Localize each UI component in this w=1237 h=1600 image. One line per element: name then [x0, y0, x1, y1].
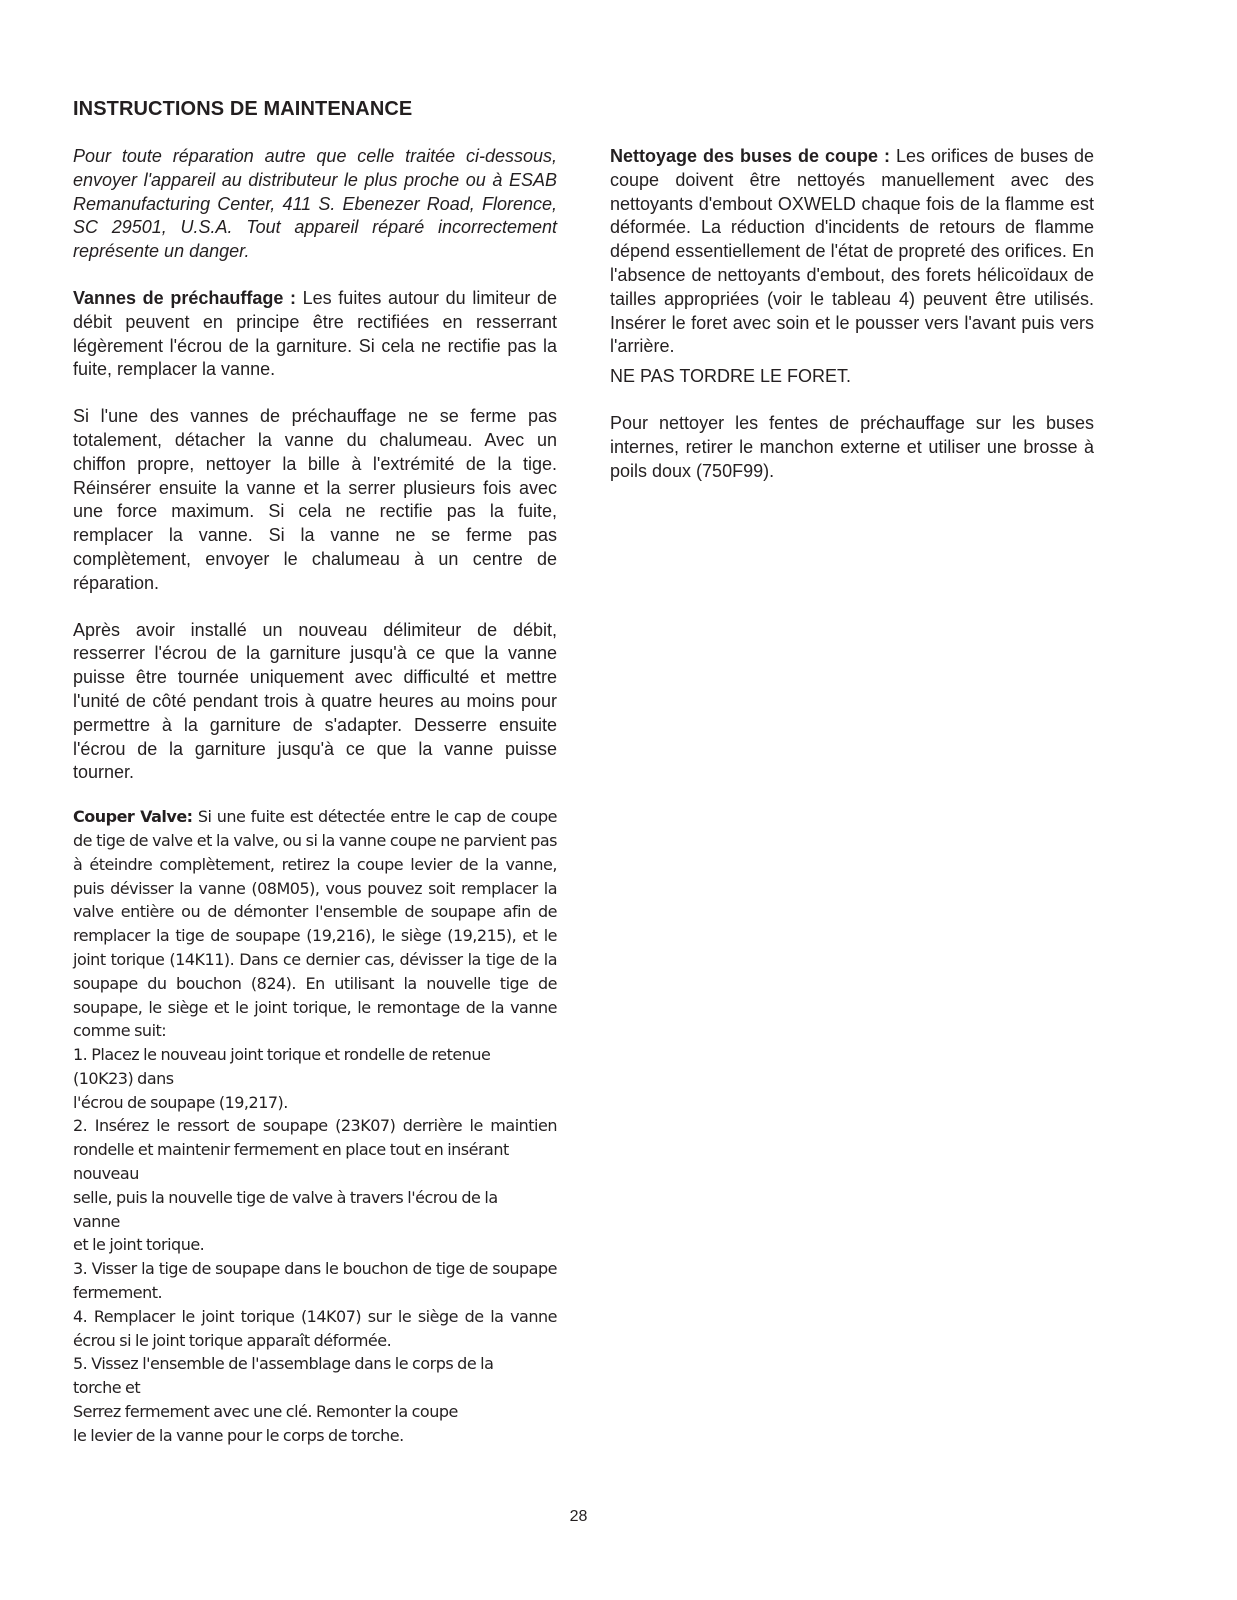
right-column: [610, 145, 1094, 483]
cut-valve-heading: Couper Valve:: [73, 807, 193, 827]
step-line: 3. Visser la tige de soupape dans le bouchon de tige de soupape fermement.: [73, 1259, 557, 1303]
nozzle-cleaning-text: Les orifices de buses de coupe doivent être nettoyés manuellement avec des nettoyants d'embout OXWELD chaque fois de la flamme est déformée. La réduction d'incidents de retours de flamme dépend essentiellement de l'état de propreté des orifices. En l'absence de nettoyants d'embout, des forets hélicoïdaux de tailles appropriées (voir le tableau 4) peuvent être utilisés. Insérer le foret avec soin et le pousser vers l'avant puis vers l'arrière.: [610, 146, 1094, 357]
step-line: (10K23) dans: [73, 1068, 174, 1088]
step-line: Serrez fermement avec une clé. Remonter la coupe: [73, 1402, 458, 1422]
flow-limiter-paragraph: Après avoir installé un nouveau délimiteur de débit, resserrer l'écrou de la garniture jusqu'à ce que la vanne puisse être tournée uniquement avec difficulté et mettre l'unité de côté pendant trois à quatre heures au moins pour permettre à la garniture de s'adapter. Desserre ensuite l'écrou de la garniture jusqu'à ce que la vanne puisse tourner.: [73, 619, 557, 783]
nozzle-cleaning-heading: Nettoyage des buses de coupe :: [610, 146, 890, 166]
step-line: 2. Insérez le ressort de soupape (23K07) derrière le maintien rondelle et maintenir fermement en place tout en insérant: [73, 1116, 557, 1160]
cut-valve-section: [73, 805, 557, 1448]
step-line: et le joint torique.: [73, 1235, 205, 1255]
step-line: torche et: [73, 1378, 141, 1398]
preheat-valves-text: Les fuites autour du limiteur de débit peuvent en principe être rectifiées en resserrant légèrement l'écrou de la garniture. Si cela ne rectifie pas la fuite, remplacer la vanne.: [73, 287, 557, 380]
page-number: 28: [569, 1508, 588, 1525]
cut-valve-paragraph: [73, 805, 557, 1043]
step-line: 1. Placez le nouveau joint torique et rondelle de retenue: [73, 1045, 491, 1065]
preheat-valves-paragraph: [73, 287, 557, 382]
cut-valve-text: Si une fuite est détectée entre le cap de coupe de tige de valve et la valve, ou si la vanne coupe ne parvient pas à éteindre complètement, retirez la coupe levier de la vanne, puis dévisser la vanne (08M05), vous pouvez soit remplacer la valve entière ou de démonter l'ensemble de soupape afin de remplacer la tige de soupape (19,216), le siège (19,215), et le joint torique (14K11). Dans ce dernier cas, dévisser la tige de la soupape du bouchon (824). En utilisant la nouvelle tige de soupape, le siège et le joint torique, le remontage de la vanne comme suit:: [73, 807, 557, 1041]
nozzle-cleaning-paragraph: [610, 145, 1094, 359]
preheat-valve-closing-paragraph: Si l'une des vannes de préchauffage ne se ferme pas totalement, détacher la vanne du chalumeau. Avec un chiffon propre, nettoyer la bille à l'extrémité de la tige. Réinsérer ensuite la vanne et la serrer plusieurs fois avec une force maximum. Si cela ne rectifie pas la fuite, remplacer la vanne. Si la vanne ne se ferme pas complètement, envoyer le chalumeau à un centre de réparation.: [73, 406, 557, 593]
warning-text: NE PAS TORDRE LE FORET.: [610, 366, 852, 387]
step-line: vanne: [73, 1211, 120, 1231]
intro-paragraph: Pour toute réparation autre que celle traitée ci-dessous, envoyer l'appareil au distributeur le plus proche ou à ESAB Remanufacturing Center, 411 S. Ebenezer Road, Florence, SC 29501, U.S.A. Tout appareil réparé incorrectement représente un danger.: [73, 146, 557, 262]
step-line: nouveau: [73, 1164, 139, 1184]
step-line: le levier de la vanne pour le corps de torche.: [73, 1425, 404, 1445]
preheat-slots-paragraph: Pour nettoyer les fentes de préchauffage sur les buses internes, retirer le manchon externe et utiliser une brosse à poils doux (750F99).: [610, 412, 1094, 481]
step-line: l'écrou de soupape (19,217).: [73, 1092, 288, 1112]
step-line: 5. Vissez l'ensemble de l'assemblage dans le corps de la: [73, 1354, 494, 1374]
left-column: [73, 145, 557, 1448]
step-line: selle, puis la nouvelle tige de valve à travers l'écrou de la: [73, 1187, 498, 1207]
preheat-valves-heading: Vannes de préchauffage :: [73, 287, 296, 308]
page-title: INSTRUCTIONS DE MAINTENANCE: [73, 98, 413, 120]
step-line: 4. Remplacer le joint torique (14K07) sur le siège de la vanne écrou si le joint torique apparaît déformée.: [73, 1306, 557, 1350]
